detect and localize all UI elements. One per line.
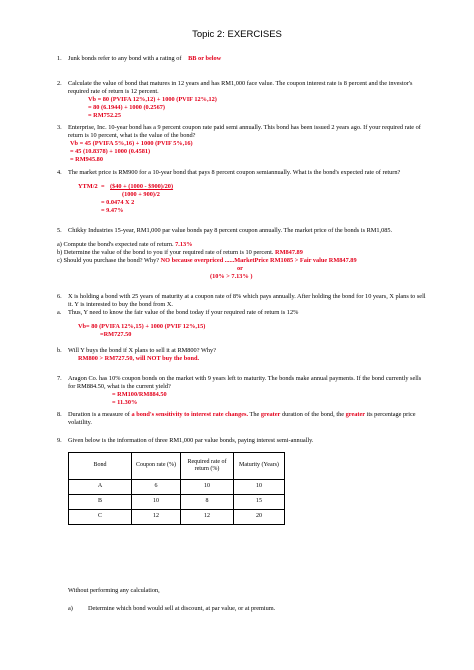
answer-text: BB or below	[188, 55, 222, 62]
question-text: Determine which bond would sell at discount, at par value, or at premium.	[88, 605, 276, 612]
subquestion-label: a)	[68, 605, 73, 612]
table-cell: 10	[132, 495, 181, 510]
bond-table	[68, 452, 285, 525]
text-segment: duration of the bond, the	[281, 411, 345, 418]
question-number: 8.	[57, 411, 62, 418]
answer-text: a bond's sensitivity to interest rate changes.	[131, 411, 249, 418]
answer-text: Vb= 80 (PVIFA 12%,15) + 1000 (PVIF 12%,15)	[78, 323, 206, 330]
question-text: return is 10 percent, what is the value of the bond?	[68, 132, 196, 139]
or-text: or	[237, 265, 243, 272]
text-segment: its percentage price	[366, 411, 416, 418]
subquestion-c	[57, 257, 357, 265]
table-cell: 10	[234, 480, 285, 495]
question-text: b) Determine the value of the bond to you if your required rate of return is 10 percent.	[57, 249, 274, 256]
answer-text: = 11.30%	[112, 399, 138, 406]
answer-text: = 0.0474 X 2	[101, 199, 135, 206]
table-cell: 20	[234, 510, 285, 525]
answer-text: Vb = 80 (PVIFA 12%,12) + 1000 (PVIF 12%,12)	[88, 96, 217, 103]
table-cell: A	[69, 480, 132, 495]
answer-text: greater	[260, 411, 281, 418]
question-text: The market price is RM900 for a 10-year bond that pays 8 percent coupon semiannually. What is the bond's expected rate of return?	[68, 169, 401, 176]
question-text: c) Should you purchase the bond? Why?	[57, 257, 160, 264]
table-cell: 8	[181, 495, 234, 510]
question-text: for RM884.50, what is the current yield?	[68, 383, 171, 390]
subquestion-label: a.	[57, 309, 62, 316]
text-segment: The	[249, 411, 260, 418]
table-cell: 12	[132, 510, 181, 525]
table-cell: 6	[132, 480, 181, 495]
answer-text: = 80 (6.1944) + 1000 (0.2567)	[88, 104, 165, 111]
question-number: 6.	[57, 293, 62, 300]
answer-text: NO because overpriced ......MarketPrice RM1085 > Fair value RM847.89	[160, 257, 357, 264]
equals-sign: =	[101, 183, 105, 190]
table-header-cell: Required rate of return (%)	[181, 453, 234, 480]
question-text: Chikky Industries 15-year, RM1,000 par value bonds pay 8 percent coupon annually. The market price of the bonds is RM1,085.	[68, 227, 393, 234]
question-number: 1.	[57, 55, 62, 62]
table-cell: 10	[181, 480, 234, 495]
subquestion-label: b.	[57, 347, 62, 354]
table-header-cell: Bond	[69, 453, 132, 480]
answer-text: Vb = 45 (PVIFA 5%,16) + 1000 (PVIF 5%,16)	[70, 140, 193, 147]
answer-text: RM800 > RM727.50, will NOT buy the bond.	[78, 355, 200, 362]
answer-text: greater	[345, 411, 366, 418]
table-row	[69, 480, 285, 495]
question-text: required rate of return is 12 percent.	[68, 88, 159, 95]
instruction-text: Without performing any calculation,	[68, 587, 160, 594]
question-number: 7.	[57, 375, 62, 382]
answer-text: (10% > 7.13% )	[210, 273, 253, 280]
question-number: 5.	[57, 227, 62, 234]
answer-text: = 45 (10.8378) + 1000 (0.4581)	[70, 148, 151, 155]
table-header-cell: Maturity (Years)	[234, 453, 285, 480]
question-text: X is holding a bond with 25 years of maturity at a coupon rate of 8% which pays annually. After holding the bond for 10 years, X plans to sell	[68, 293, 426, 300]
page-title: Topic 2: EXERCISES	[192, 29, 282, 40]
table-cell: B	[69, 495, 132, 510]
question-number: 9.	[57, 437, 62, 444]
fraction-denominator: (1000 + 900)/2	[122, 191, 160, 198]
question-text	[68, 411, 416, 419]
question-text: Will Y buys the bond if X plans to sell it at RM800? Why?	[68, 347, 216, 354]
question-text: Enterprise, Inc. 10-year bond has a 9 percent coupon rate paid semi annually. This bond has been issued 2 years ago. If your required rate of	[68, 124, 421, 131]
text-segment: Duration is a measure of	[68, 411, 130, 418]
ytm-label: YTM/2	[78, 183, 98, 190]
answer-text: = RM100/RM884.50	[112, 391, 167, 398]
question-text: Given below is the information of three RM1,000 par value bonds, paying interest semi-annually.	[68, 437, 314, 444]
answer-text: = 9.47%	[101, 207, 124, 214]
answer-text: =RM727.50	[100, 331, 132, 338]
table-cell: C	[69, 510, 132, 525]
question-number: 3.	[57, 124, 62, 131]
question-text: volatility.	[68, 419, 92, 426]
question-text: a) Compute the bond's expected rate of return.	[57, 241, 174, 248]
answer-text: = RM945.80	[70, 156, 103, 163]
question-text: Calculate the value of bond that matures in 12 years and has RM1,000 face value. The coupon interest rate is 8 percent and the investor's	[68, 80, 413, 87]
table-cell: 12	[181, 510, 234, 525]
table-row	[69, 495, 285, 510]
question-text: Aragon Co. has 10% coupon bonds on the market with 9 years left to maturity. The bonds make annual payments. If the bond currently sells	[68, 375, 422, 382]
answer-text: 7.13%	[175, 241, 193, 248]
question-text: it. Y is interested to buy the bond from X.	[68, 301, 173, 308]
fraction-numerator: ($40 + (1000 - $900)/20)	[110, 183, 174, 190]
answer-text: = RM752.25	[88, 112, 121, 119]
table-cell: 15	[234, 495, 285, 510]
table-row	[69, 510, 285, 525]
question-number: 4.	[57, 169, 62, 176]
question-1	[68, 55, 221, 63]
question-number: 2.	[57, 80, 62, 87]
table-header-row	[69, 453, 285, 480]
question-text: Thus, Y need to know the fair value of the bond today if your required rate of return is 12%	[68, 309, 299, 316]
question-text: Junk bonds refer to any bond with a rating of	[68, 55, 182, 62]
answer-text: RM847.89	[275, 249, 303, 256]
table-header-cell: Coupon rate (%)	[132, 453, 181, 480]
